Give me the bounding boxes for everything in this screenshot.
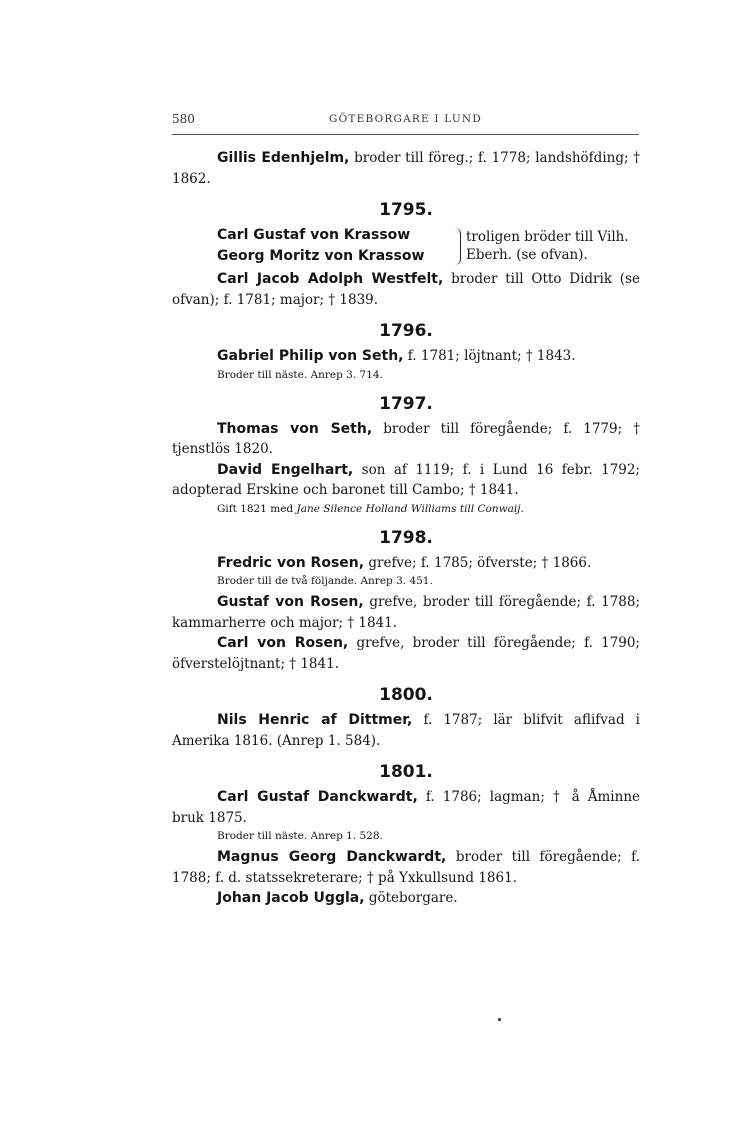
person-name: Gillis Edenhjelm, [217, 150, 350, 166]
entry-text: broder till föregående; f. 1788; f. d. statssekreterare; † på Yxkullsund 1861. [172, 849, 640, 886]
entry-text: f. 1781; löjtnant; † 1843. [403, 348, 576, 364]
note-text: Gift 1821 med [217, 502, 297, 515]
entry [172, 460, 640, 501]
entry-text: f. 1786; lagman; † å Åminne bruk 1875. [172, 789, 640, 826]
brace-icon [454, 228, 461, 265]
entry [172, 269, 640, 310]
entry-note: Broder till näste. Anrep 3. 714. [217, 368, 383, 381]
entry-text: grefve; f. 1785; öfverste; † 1866. [364, 554, 592, 571]
entry [172, 419, 640, 460]
entry-note [172, 501, 640, 517]
page-header [172, 112, 639, 134]
year-heading: 1795. [379, 200, 433, 220]
entry-note: Broder till näste. Anrep 1. 528. [217, 830, 383, 842]
brace-text: troligen bröder till Vilh. [466, 229, 629, 245]
page-body [172, 148, 640, 909]
entry [172, 888, 640, 909]
entry-text: göteborgare. [364, 890, 458, 906]
person-name: Carl von Rosen, [217, 635, 349, 651]
entry-pair [172, 225, 640, 269]
entry-text: broder till föreg.; f. 1778; landshöfding; † 1862. [172, 150, 641, 187]
entry [172, 148, 640, 189]
year-heading: 1801. [379, 762, 433, 782]
person-name: Nils Henric af Dittmer, [217, 712, 413, 728]
person-name: Carl Jacob Adolph Westfelt, [217, 271, 444, 287]
page-number: 580 [172, 112, 195, 126]
entry [172, 710, 640, 751]
person-name: Fredric von Rosen, [217, 554, 365, 571]
entry [172, 787, 640, 828]
person-name: Carl Gustaf von Krassow [217, 227, 411, 243]
entry-note: Broder till de två följande. Anrep 3. 451. [217, 575, 433, 587]
ink-dot [498, 1018, 501, 1021]
person-name: Gabriel Philip von Seth, [217, 348, 404, 364]
person-name: Thomas von Seth, [217, 420, 373, 437]
year-heading: 1796. [379, 321, 433, 341]
year-heading: 1800. [379, 685, 433, 705]
person-name: Johan Jacob Uggla, [217, 890, 365, 906]
entry-text: grefve, broder till föregående; f. 1790; öfverstelöjtnant; † 1841. [172, 635, 640, 672]
entry-text: broder till Otto Didrik (se ofvan); f. 1781; major; † 1839. [172, 271, 640, 308]
year-heading: 1798. [379, 527, 433, 548]
entry-text: son af 1119; f. i Lund 16 febr. 1792; adopterad Erskine och baronet till Cambo; † 1841. [172, 461, 640, 498]
header-rule [172, 134, 639, 135]
person-name: Carl Gustaf Danckwardt, [217, 789, 418, 805]
entry [172, 592, 640, 633]
person-name: Magnus Georg Danckwardt, [217, 849, 447, 865]
note-italic: Jane Silence Holland Williams till Conwaij. [296, 502, 524, 515]
brace-text: Eberh. (se ofvan). [466, 247, 588, 263]
entry-text: broder till föregående; f. 1779; † tjenstlös 1820. [172, 420, 640, 457]
entry [172, 346, 640, 367]
person-name: David Engelhart, [217, 461, 354, 478]
entry [172, 847, 640, 888]
entry [172, 633, 640, 674]
person-name: Georg Moritz von Krassow [217, 248, 425, 264]
entry-text: f. 1787; lär blifvit aflifvad i Amerika 1816. (Anrep 1. 584). [172, 712, 640, 749]
entry [172, 553, 640, 574]
person-name: Gustaf von Rosen, [217, 594, 364, 610]
year-heading: 1797. [379, 393, 433, 414]
running-title: GÖTEBORGARE I LUND [329, 113, 482, 125]
entry-text: grefve, broder till föregående; f. 1788; kammarherre och major; † 1841. [172, 594, 640, 631]
